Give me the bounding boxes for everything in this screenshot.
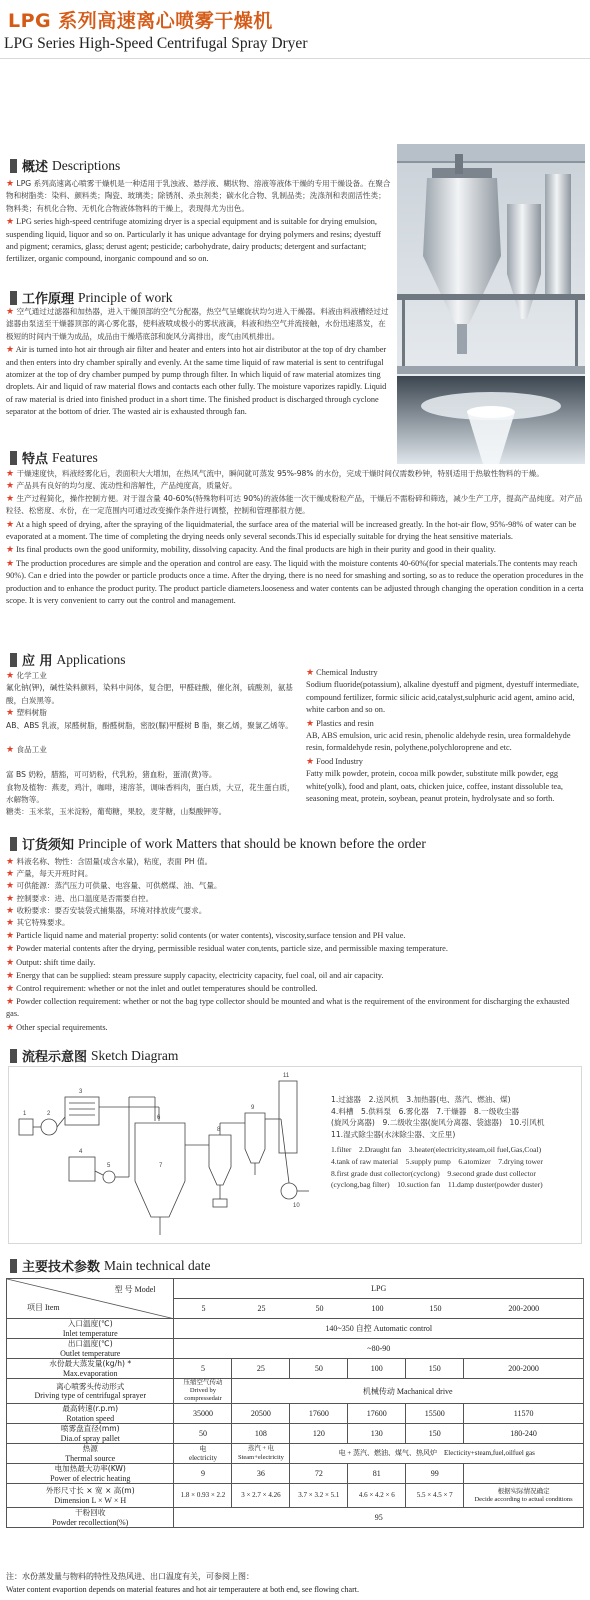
table-row xyxy=(7,1424,584,1444)
row-value: 蒸汽 + 电 Steam+electricity xyxy=(232,1444,290,1464)
star-icon: ★ xyxy=(6,216,15,227)
row-value xyxy=(464,1464,584,1484)
row-value: 电 + 蒸汽、燃油、煤气、热风炉 Electicity+steam,fuel,oilfuel gas xyxy=(290,1444,584,1464)
row-value: 50 xyxy=(290,1359,348,1379)
feature-zh-2: 产品具有良好的均匀度、流动性和溶解性，产品纯度高，质量好。 xyxy=(16,481,237,491)
row-value: 130 xyxy=(348,1424,406,1444)
order-zh-5: 收粉要求：要否安装袋式捕集器，环境对排放废气要求。 xyxy=(16,905,207,915)
row-label: 出口温度(℃) Outlet temperature xyxy=(7,1339,174,1359)
feature-en-3: The production procedures are simple and the operation and control are easy. The liquid with the moisture contents 40-60%(for special materials.The contents may reach 90%). Can e dried into the powder or particle products once a time. After the drying, there is no need for smashing and sorting, so as to reduce the operation procedures in the production and to enhance the product purity. The product particle diameters.looseness and water contents can be adjusted through changing the operation condition in a certa scope. It is very convenient to carry out the control and management. xyxy=(6,558,584,606)
row-label: 喷雾盘直径(mm) Dia.of spray pallet xyxy=(7,1424,174,1444)
star-icon: ★ xyxy=(6,518,15,529)
table-row xyxy=(7,1464,584,1484)
star-icon: ★ xyxy=(6,905,15,916)
row-value: 4.6 × 4.2 × 6 xyxy=(348,1484,406,1508)
app-en-food xyxy=(306,755,584,806)
row-value: 72 xyxy=(290,1464,348,1484)
app-zh-text: AB、ABS 乳液，尿醛树脂，酚醛树脂，密胶(脲)甲醛树 B 脂，聚乙烯，聚氯乙烯等。 xyxy=(6,720,293,730)
principle-zh: 空气通过过滤器和加热器，进入干燥顶部的空气分配器，热空气呈螺旋状均匀进入干燥器。料液由料液槽经过过滤器由泵送至干燥器顶部的离心雾化器，使料液喷成极小的雾状液滴，料液和热空气并流接触，水份迅速蒸发，在极短的时间内干燥为成品，成品由干燥塔底部和旋风分离排出，废气由风机排出。 xyxy=(6,307,389,341)
order-zh-3: 可供能源：蒸汽压力可供量、电容量、可供燃煤、油、气量。 xyxy=(16,881,222,891)
section-heading-specs xyxy=(10,1256,210,1275)
header-divider xyxy=(0,58,590,59)
row-label: 外形尺寸长 × 宽 × 高(m) Dimension L × W × H xyxy=(7,1484,174,1508)
star-icon: ★ xyxy=(6,930,15,941)
table-row xyxy=(7,1444,584,1464)
star-icon: ★ xyxy=(6,469,15,479)
legend-zh-line: 1.过滤器 2.送风机 3.加热器(电、蒸汽、燃油、煤) xyxy=(331,1095,511,1104)
page-title-en: LPG Series High-Speed Centrifugal Spray Dryer xyxy=(4,35,308,52)
model-values xyxy=(174,1299,583,1318)
legend-en-line: 8.first grade dust collector(cyclong) 9.second grade dust collector xyxy=(331,1168,536,1178)
star-icon: ★ xyxy=(6,996,15,1007)
star-icon: ★ xyxy=(6,557,15,568)
star-icon: ★ xyxy=(6,1021,15,1032)
svg-text:8: 8 xyxy=(217,1127,221,1133)
row-value: 35000 xyxy=(174,1404,232,1424)
row-value: 5.5 × 4.5 × 7 xyxy=(406,1484,464,1508)
row-value: 根据实际情况确定 Decide according to actual conditions xyxy=(464,1484,584,1508)
order-en-6: Powder collection requirement: whether or not the bag type collector should be mounted and what is the requirement of the environment for discharging the exhausted gas. xyxy=(6,997,570,1019)
legend-en-line: 1.filter 2.Draught fan 3.heater(electricity,steam,oil fuel,Gas,Coal) xyxy=(331,1145,542,1155)
svg-text:11: 11 xyxy=(283,1073,290,1079)
star-icon: ★ xyxy=(6,493,15,504)
section-heading-en: Features xyxy=(52,449,98,465)
section-heading-features xyxy=(10,448,98,467)
star-icon: ★ xyxy=(6,857,15,867)
model-col: 150 xyxy=(429,1304,442,1313)
row-label: 入口温度(℃) Inlet temperature xyxy=(7,1319,174,1339)
row-value: ~80-90 xyxy=(174,1339,584,1359)
feature-zh-1: 干燥速度快，料液经雾化后，表面积大大增加，在热风气流中，瞬间就可蒸发 95%-98% 的水份，完成干燥时间仅需数秒钟，特别适用于热敏性物料的干燥。 xyxy=(16,469,544,478)
flow-diagram-drawing xyxy=(9,1067,329,1243)
order-en-4: Energy that can be supplied: steam pressure supply capacity, electricity capacity, fuel coal, oil and air capacity. xyxy=(16,970,384,980)
row-value: 120 xyxy=(290,1424,348,1444)
row-label: 水份最大蒸发量(kg/h) * Max.evaporation xyxy=(7,1359,174,1379)
star-icon: ★ xyxy=(6,481,15,492)
section-heading-ordering xyxy=(10,834,426,853)
star-icon: ★ xyxy=(6,918,15,929)
order-zh-2: 产量，每天开班时间。 xyxy=(16,869,93,879)
row-value: 150 xyxy=(406,1424,464,1444)
footnote-zh: 注：水份蒸发量与物料的特性及热风进、出口温度有关，可参阅上图： xyxy=(6,1572,254,1581)
app-zh-plastics xyxy=(6,707,302,732)
table-row xyxy=(7,1359,584,1379)
svg-text:2: 2 xyxy=(47,1111,51,1117)
row-value: 95 xyxy=(174,1508,584,1528)
app-en-text: Sodium fluoride(potassium), alkaline dyestuff and pigment, dyestuff intermediate, compound fertilizer, formic silicic acid,catalyst,sulphuric acid agent, amino acid, white carbon and so on. xyxy=(306,680,579,715)
descriptions-zh: LPG 系列高速离心喷雾干燥机是一种适用于乳浊液、悬浮液、糊状物、溶液等液体干燥的专用干燥设备。在聚合物和树脂类：染料、颜料类；陶瓷、玻璃类；除锈剂、杀虫剂类；碳水化合物、乳制品类；洗涤剂和表面活性类；物料类；有机化合物、无机化合物液体物料的干燥上，表现得尤为出色。 xyxy=(6,179,391,213)
section-bar xyxy=(10,291,17,305)
applications-zh-column xyxy=(6,670,302,819)
model-col: 100 xyxy=(371,1304,384,1313)
row-value: 36 xyxy=(232,1464,290,1484)
section-bar xyxy=(10,837,17,851)
table-row xyxy=(7,1319,584,1339)
principle-body xyxy=(6,306,392,419)
star-icon: ★ xyxy=(6,969,15,980)
row-label: 干粉回收 Powder recollection(%) xyxy=(7,1508,174,1528)
row-value: 180-240 xyxy=(464,1424,584,1444)
app-zh-text: 氟化钠(钾)，碱性染料颜料，染料中间体，复合肥，甲醛硅酸，催化剂，硫酸剂，氨基酸，白炭黑等。 xyxy=(6,683,293,705)
section-heading-zh: 流程示意图 xyxy=(22,1050,88,1065)
section-heading-en: Main technical date xyxy=(104,1257,211,1273)
legend-zh-line: 11.湿式除尘器(水沫除尘器、文丘里) xyxy=(331,1129,456,1139)
page-title-zh: LPG 系列高速离心喷雾干燥机 xyxy=(8,10,273,32)
row-label: 最高转速(r.p.m) Rotation speed xyxy=(7,1404,174,1424)
svg-text:1: 1 xyxy=(23,1111,27,1117)
legend-zh-line: 4.料槽 5.供料泵 6.雾化器 7.干燥器 8.一级收尘器 xyxy=(331,1106,520,1116)
feature-en-1: At a high speed of drying, after the spraying of the liquidmaterial, the surface area of the material will be increased greatly. In the hot-air flow, 95%-98% of water can be evaporated at a moment. The time of completing the drying needs only several seconds.This id especially suitable for drying the heat sensitive materials. xyxy=(6,519,577,542)
row-value: 17600 xyxy=(290,1404,348,1424)
star-icon: ★ xyxy=(6,943,15,954)
row-value: 108 xyxy=(232,1424,290,1444)
table-row xyxy=(7,1379,584,1404)
row-value: 20500 xyxy=(232,1404,290,1424)
row-label: 电加热最大功率(KW) Power of electric heating xyxy=(7,1464,174,1484)
app-en-chemical xyxy=(306,666,584,717)
section-bar xyxy=(10,653,17,667)
section-heading-applications xyxy=(10,650,126,669)
row-value: 150 xyxy=(406,1359,464,1379)
section-bar xyxy=(10,1259,17,1273)
app-zh-title: 塑料树脂 xyxy=(16,708,47,718)
order-zh-4: 控制要求：进、出口温度是否需要自控。 xyxy=(16,893,154,903)
row-value: 11570 xyxy=(464,1404,584,1424)
star-icon: ★ xyxy=(6,745,15,756)
section-heading-en: Applications xyxy=(56,651,126,667)
table-row xyxy=(7,1484,584,1508)
app-zh-title: 化学工业 xyxy=(16,671,47,680)
row-value: 200-2000 xyxy=(464,1359,584,1379)
model-col: 5 xyxy=(201,1304,206,1313)
svg-text:4: 4 xyxy=(79,1149,83,1155)
section-bar xyxy=(10,451,17,465)
svg-text:9: 9 xyxy=(251,1105,255,1111)
app-zh-text: 富 BS 奶粉，腊豁，可可奶粉，代乳粉，猪血粉，蛋清(黄)等。 食物及植物：燕麦，鸡汁，咖啡，速溶茶，调味香料肉，蛋白质，大豆，花生蛋白质，水解物等。 糖类：玉米浆，玉米淀粉，葡萄糖，果胶，麦芽糖，山梨酸钾等。 xyxy=(6,770,295,817)
table-header-row xyxy=(7,1279,584,1319)
order-en-7: Other special requirements. xyxy=(16,1022,108,1032)
model-col: 50 xyxy=(315,1304,324,1313)
principle-en: Air is turned into hot air through air filter and heater and enters into hot air distributor at the top of dry chamber and then enters into dry chamber spirally and evenly. At the same time liquid of raw material is sent to centrifugal atomizer at the top of dry chamber pumped by pump through filter. In which liquid of raw material atomizes ting droplets. Air and liquid of raw material flows and contacts each other fully. The moisture vaporizes rapidly. Liquid of raw material is dried into finished product in a short time. The finished product is discharged through cyclone separator at the bottom of drier. The wasted air is exhausted through fan. xyxy=(6,345,387,417)
svg-text:5: 5 xyxy=(107,1163,111,1169)
descriptions-en: LPG series high-speed centrifuge atomizing dryer is a special equipment and is suitable for drying emulsion, suspending liquid, liquor and so on. Particularly it has unique advantage for drying polymers and resins; dyestuff and pigment; ceramics, glass; derust agent; pesticide; carbohydrate, dairy products; detergent and surfactant; fertilizer, organic compound, inorganic compound and so on. xyxy=(6,217,381,264)
applications-en-column xyxy=(306,666,584,805)
model-header-cell xyxy=(174,1279,584,1319)
app-en-title: Plastics and resin xyxy=(316,718,374,728)
star-icon: ★ xyxy=(6,179,15,189)
row-value: 99 xyxy=(406,1464,464,1484)
order-zh-1: 料液名称、物性：含固量(或含水量)，粘度，表面 PH 值。 xyxy=(16,857,213,866)
row-value: 机械传动 Machanical drive xyxy=(232,1379,584,1404)
section-heading-zh: 主要技术参数 xyxy=(22,1260,101,1275)
legend-en-line: 4.tank of raw material 5.supply pump 6.atomizer 7.drying tower xyxy=(331,1156,543,1166)
section-heading-zh: 应 用 xyxy=(22,654,53,669)
section-heading-zh: 订货须知 xyxy=(22,838,75,853)
table-row xyxy=(7,1339,584,1359)
row-value: 50 xyxy=(174,1424,232,1444)
svg-text:10: 10 xyxy=(293,1203,300,1209)
section-heading-zh: 特点 xyxy=(22,452,49,467)
spec-table xyxy=(6,1278,584,1528)
star-icon: ★ xyxy=(306,667,315,677)
star-icon: ★ xyxy=(6,671,15,681)
features-body xyxy=(6,468,584,607)
app-en-title: Chemical Industry xyxy=(316,668,378,677)
footnote-en: Water content evaportion depends on material features and hot air temperautere at both end, see flowing chart. xyxy=(6,1585,359,1594)
dryer-photo xyxy=(397,144,585,464)
row-value: 电 electricity xyxy=(174,1444,232,1464)
row-label: 离心喷雾头传动形式 Driving type of centrifugal sprayer xyxy=(7,1379,174,1404)
star-icon: ★ xyxy=(306,755,315,766)
star-icon: ★ xyxy=(306,717,315,728)
row-value: 3.7 × 3.2 × 5.1 xyxy=(290,1484,348,1508)
section-bar xyxy=(10,1049,17,1063)
descriptions-body xyxy=(6,178,392,266)
row-value: 100 xyxy=(348,1359,406,1379)
diagram-legend xyxy=(331,1094,589,1191)
section-heading-en: Sketch Diagram xyxy=(91,1047,179,1063)
order-en-3: Output: shift time daily. xyxy=(16,957,96,967)
svg-text:6: 6 xyxy=(157,1115,161,1121)
section-bar xyxy=(10,159,17,173)
feature-zh-3: 生产过程简化，操作控制方便。对于湿含量 40-60%(特殊物料可达 90%)的液体能一次干燥成粉粒产品，干燥后不需粉碎和筛选，减少生产工序，提高产品纯度。对产品粒径、松密度、水份，在一定范围内可通过改变操作条件进行调整，控制和管理都很方便。 xyxy=(6,493,583,516)
feature-en-2: Its final products own the good uniformity, mobility, dissolving capacity. And the final products are high in their purity and good in their quality. xyxy=(16,545,496,555)
app-zh-title: 食品工业 xyxy=(16,745,47,755)
row-value: 3 × 2.7 × 4.26 xyxy=(232,1484,290,1508)
order-zh-6: 其它特殊要求。 xyxy=(16,918,70,928)
section-heading-en: Principle of work Matters that should be known before the order xyxy=(78,835,426,851)
svg-text:3: 3 xyxy=(79,1089,83,1095)
dryer-photo-illustration xyxy=(397,144,585,464)
app-en-title: Food Industry xyxy=(316,756,363,766)
item-label: 项目 Item xyxy=(27,1303,60,1312)
order-en-5: Control requirement: whether or not the inlet and outlet temperatures should be controlled. xyxy=(16,984,318,994)
table-row xyxy=(7,1508,584,1528)
star-icon: ★ xyxy=(6,983,15,994)
star-icon: ★ xyxy=(6,708,15,719)
svg-text:7: 7 xyxy=(159,1163,163,1169)
row-value: 5 xyxy=(174,1359,232,1379)
order-en-1: Particle liquid name and material property: solid contents (or water contents), viscosity,surface tension and PH value. xyxy=(16,931,406,941)
app-en-text: Fatty milk powder, protein, cocoa milk powder, substitute milk powder, egg white(yolk), food and plant, oats, chicken juice, coffee, instant dissoluble tea, seasoning meat, protein, soybean, peanut protein, hydrolysate and so forth. xyxy=(306,769,563,804)
star-icon: ★ xyxy=(6,344,15,355)
legend-en xyxy=(331,1144,589,1190)
star-icon: ★ xyxy=(6,893,15,904)
ordering-body xyxy=(6,856,584,1034)
app-en-text: AB, ABS emulsion, uric acid resin, phenolic aldehyde resin, urea formaldehyde resin, formaldehyde resin, polythene,polychloroprene and etc. xyxy=(306,731,571,753)
app-zh-food xyxy=(6,732,302,819)
section-heading-en: Principle of work xyxy=(78,289,173,305)
star-icon: ★ xyxy=(6,881,15,892)
section-heading-principle xyxy=(10,288,173,307)
app-en-plastics xyxy=(306,717,584,755)
model-label: 型 号 Model xyxy=(114,1285,156,1294)
section-heading-zh: 工作原理 xyxy=(22,292,75,307)
star-icon: ★ xyxy=(6,307,15,317)
section-heading-zh: 概述 xyxy=(22,160,49,175)
row-label: 热源 Thermal source xyxy=(7,1444,174,1464)
row-value: 25 xyxy=(232,1359,290,1379)
legend-zh xyxy=(331,1094,589,1140)
row-value: 1.8 × 0.93 × 2.2 xyxy=(174,1484,232,1508)
row-value: 17600 xyxy=(348,1404,406,1424)
section-heading-descriptions xyxy=(10,156,120,175)
order-en-2: Powder material contents after the drying, permissible residual water con,tents, particle size, and permissible maxing temperature. xyxy=(16,944,448,954)
star-icon: ★ xyxy=(6,869,15,880)
row-value: 81 xyxy=(348,1464,406,1484)
star-icon: ★ xyxy=(6,544,15,555)
row-value: 9 xyxy=(174,1464,232,1484)
series-label: LPG xyxy=(174,1279,583,1299)
row-value: 15500 xyxy=(406,1404,464,1424)
row-value: 140~350 自控 Automatic control xyxy=(174,1319,584,1339)
section-heading-en: Descriptions xyxy=(52,157,121,173)
table-corner-cell xyxy=(7,1279,174,1319)
app-zh-chemical xyxy=(6,670,302,707)
model-col: 200-2000 xyxy=(508,1304,540,1313)
model-col: 25 xyxy=(257,1304,266,1313)
row-value: 压缩空气传动 Drived by compressedair xyxy=(174,1379,232,1404)
table-row xyxy=(7,1404,584,1424)
legend-zh-line: (旋风分离器) 9.二级收尘器(旋风分离器、袋滤器) 10.引风机 xyxy=(331,1118,545,1128)
star-icon: ★ xyxy=(6,956,15,967)
legend-en-line: (cyclong,bag filter) 10.suction fan 11.damp duster(powder duster) xyxy=(331,1180,543,1190)
section-heading-diagram xyxy=(10,1046,178,1065)
